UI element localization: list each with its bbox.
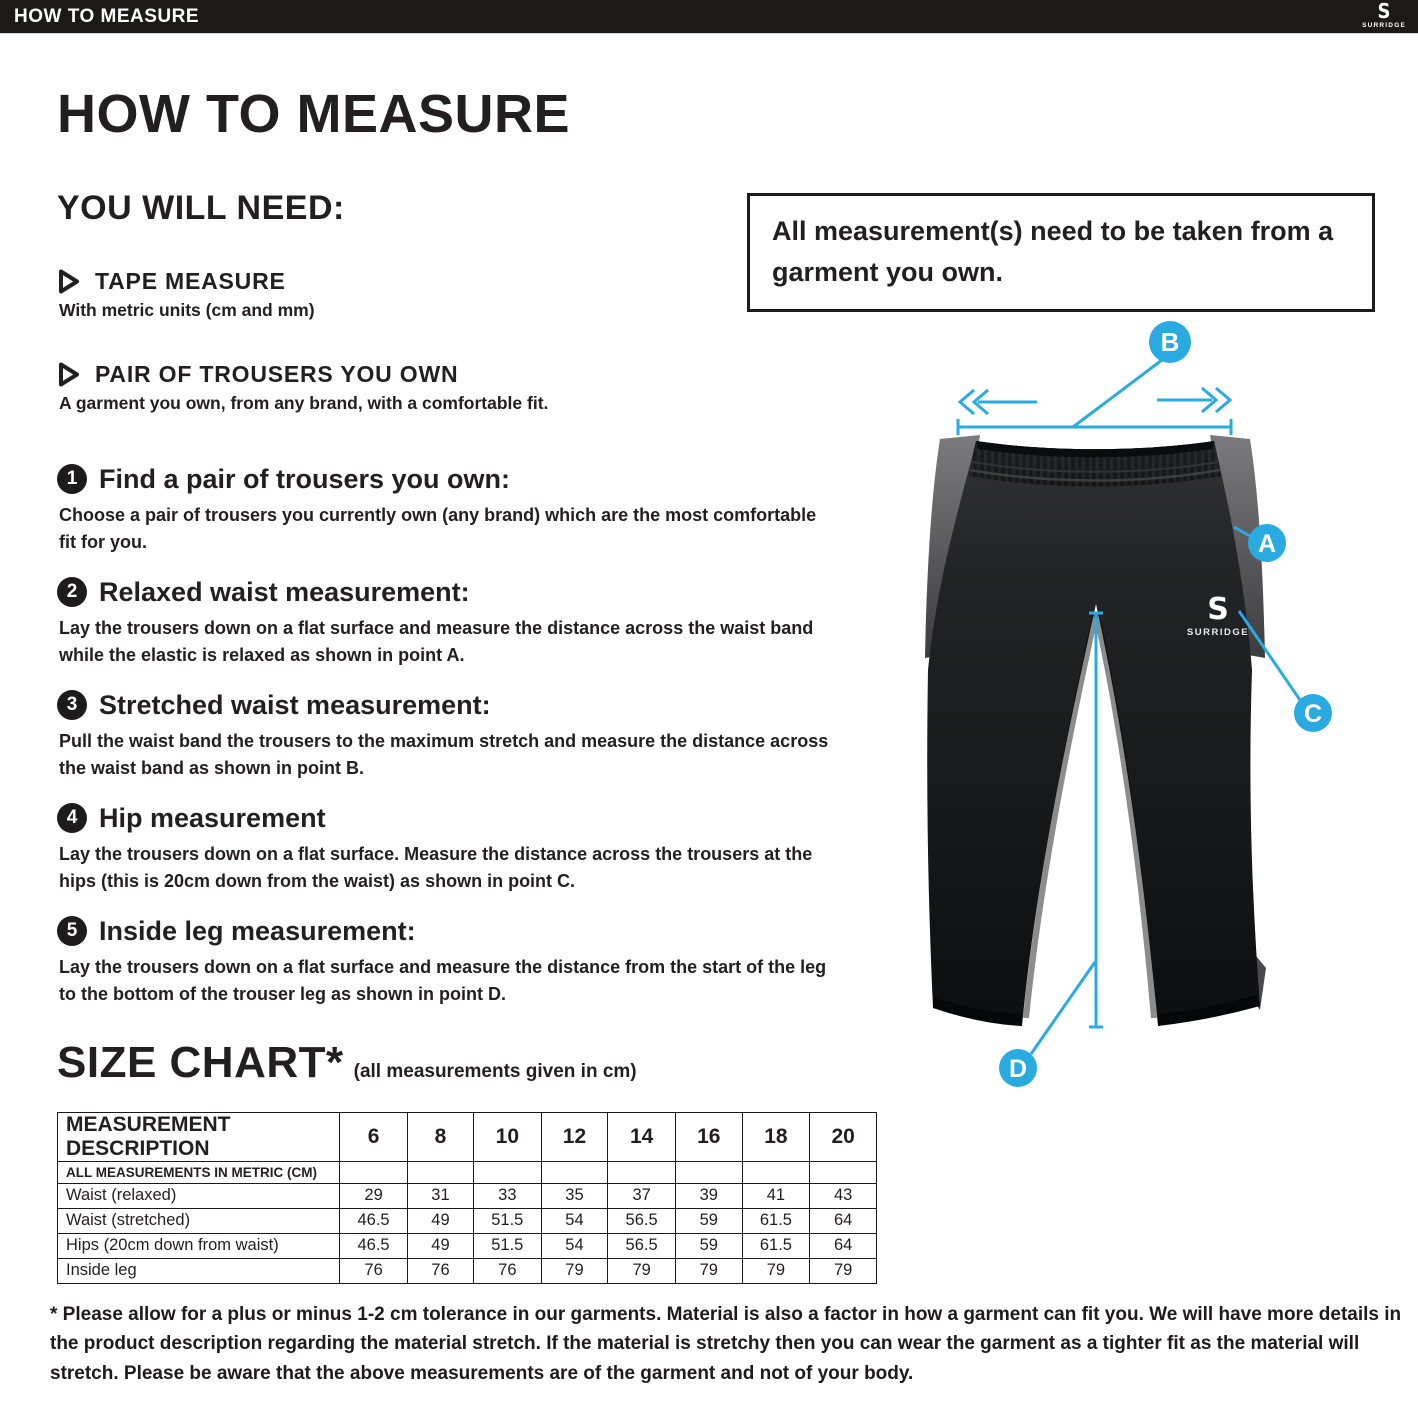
column-header: 12	[541, 1112, 608, 1161]
step-number-badge: 2	[57, 577, 87, 607]
cell-value: 76	[474, 1258, 542, 1283]
cell-value: 76	[407, 1258, 473, 1283]
trousers-body	[927, 441, 1260, 1026]
step-5	[57, 916, 877, 1008]
metric-note: ALL MEASUREMENTS IN METRIC (CM)	[58, 1161, 340, 1183]
step-number-badge: 1	[57, 464, 87, 494]
step-body: Choose a pair of trousers you currently own (any brand) which are the most comfortable fit for you.	[59, 504, 817, 552]
cell-value: 29	[340, 1183, 408, 1208]
triangle-bullet-icon	[57, 268, 81, 295]
need-item-description: A garment you own, from any brand, with a comfortable fit.	[59, 392, 549, 413]
column-header: 6	[340, 1112, 408, 1161]
cell-value: 59	[675, 1208, 742, 1233]
cell-value: 31	[407, 1183, 473, 1208]
need-item-head	[57, 361, 877, 388]
empty-cell	[742, 1161, 810, 1183]
surridge-s-icon: S	[1377, 0, 1391, 24]
need-item-description: With metric units (cm and mm)	[59, 299, 315, 320]
cell-value: 35	[541, 1183, 608, 1208]
cell-value: 49	[407, 1233, 473, 1258]
step-number-badge: 3	[57, 690, 87, 720]
surridge-logo	[1362, 0, 1406, 30]
step-head	[57, 803, 877, 834]
marker-d-leader-line	[1031, 962, 1095, 1054]
you-will-need-heading: YOU WILL NEED:	[57, 188, 345, 227]
cell-value: 51.5	[474, 1208, 542, 1233]
step-title: Hip measurement	[99, 802, 326, 833]
cell-value: 43	[810, 1183, 877, 1208]
cell-value: 41	[742, 1183, 810, 1208]
trousers-diagram	[900, 320, 1380, 1120]
step-head	[57, 577, 877, 608]
size-chart-heading	[57, 1038, 877, 1088]
need-item-label: TAPE MEASURE	[95, 267, 286, 294]
cell-value: 56.5	[608, 1208, 676, 1233]
marker-c-label: C	[1303, 700, 1323, 728]
empty-cell	[407, 1161, 473, 1183]
step-4	[57, 803, 877, 895]
row-label: Waist (relaxed)	[58, 1183, 340, 1208]
measurement-note-box: All measurement(s) need to be taken from a garment you own.	[747, 193, 1375, 312]
step-2	[57, 577, 877, 669]
step-number-badge: 4	[57, 803, 87, 833]
size-chart-subtitle: (all measurements given in cm)	[353, 1060, 637, 1082]
cell-value: 61.5	[742, 1208, 810, 1233]
empty-cell	[474, 1161, 542, 1183]
cell-value: 56.5	[608, 1233, 676, 1258]
step-head	[57, 464, 877, 495]
cell-value: 54	[541, 1208, 608, 1233]
top-bar	[0, 0, 1418, 34]
table-row-waist-stretched	[58, 1208, 877, 1233]
column-header: 14	[608, 1112, 676, 1161]
step-body: Lay the trousers down on a flat surface and measure the distance from the start of the leg to the bottom of the trouser leg as shown in point D.	[59, 956, 827, 1004]
step-1	[57, 464, 877, 556]
step-title: Inside leg measurement:	[99, 915, 416, 946]
garment-wordmark: SURRIDGE	[1186, 627, 1250, 638]
triangle-bullet-icon	[57, 361, 81, 388]
cell-value: 54	[541, 1233, 608, 1258]
cell-value: 61.5	[742, 1233, 810, 1258]
cell-value: 64	[810, 1208, 877, 1233]
empty-cell	[675, 1161, 742, 1183]
need-item-label: PAIR OF TROUSERS YOU OWN	[95, 360, 459, 387]
size-chart-table	[57, 1112, 877, 1284]
column-header: 20	[810, 1112, 877, 1161]
waistband	[969, 441, 1221, 487]
step-3	[57, 690, 877, 782]
step-title: Relaxed waist measurement:	[99, 576, 470, 607]
step-title: Stretched waist measurement:	[99, 689, 491, 720]
table-row-inside-leg	[58, 1258, 877, 1283]
page-title: HOW TO MEASURE	[57, 84, 571, 144]
table-header-row	[58, 1112, 877, 1161]
table-metric-row	[58, 1161, 877, 1183]
marker-b-leader-line	[1073, 360, 1162, 427]
step-body: Lay the trousers down on a flat surface and measure the distance across the waist band while the elastic is relaxed as shown in point A.	[59, 617, 814, 665]
column-header: MEASUREMENT DESCRIPTION	[58, 1112, 340, 1161]
tolerance-footnote: * Please allow for a plus or minus 1-2 cm tolerance in our garments. Material is also a factor in how a garment can fit you. We will have more details in the product description regarding the material stretch. If the material is stretchy then you can wear the garment as a tighter fit as the material will stretch. Please be aware that the above measurements are of the garment and not of your body.	[50, 1304, 1402, 1384]
cell-value: 64	[810, 1233, 877, 1258]
column-header: 10	[474, 1112, 542, 1161]
cell-value: 37	[608, 1183, 676, 1208]
steps-list	[57, 464, 877, 1008]
step-head	[57, 916, 877, 947]
need-item-trousers	[57, 361, 877, 414]
row-label: Waist (stretched)	[58, 1208, 340, 1233]
step-head	[57, 690, 877, 721]
cell-value: 79	[742, 1258, 810, 1283]
cell-value: 39	[675, 1183, 742, 1208]
cell-value: 46.5	[340, 1208, 408, 1233]
empty-cell	[340, 1161, 408, 1183]
cell-value: 51.5	[474, 1233, 542, 1258]
table-row-waist-relaxed	[58, 1183, 877, 1208]
cell-value: 46.5	[340, 1233, 408, 1258]
empty-cell	[810, 1161, 877, 1183]
row-label: Hips (20cm down from waist)	[58, 1233, 340, 1258]
column-header: 8	[407, 1112, 473, 1161]
empty-cell	[541, 1161, 608, 1183]
marker-b-label: B	[1160, 327, 1180, 357]
cell-value: 79	[541, 1258, 608, 1283]
empty-cell	[608, 1161, 676, 1183]
column-header: 16	[675, 1112, 742, 1161]
cell-value: 49	[407, 1208, 473, 1233]
step-number-badge: 5	[57, 916, 87, 946]
cell-value: 76	[340, 1258, 408, 1283]
cell-value: 79	[675, 1258, 742, 1283]
cell-value: 79	[810, 1258, 877, 1283]
cell-value: 59	[675, 1233, 742, 1258]
size-chart-title: SIZE CHART*	[57, 1037, 344, 1087]
garment-s-icon: S	[1207, 592, 1229, 627]
table-row-hips	[58, 1233, 877, 1258]
cell-value: 33	[474, 1183, 542, 1208]
step-body: Lay the trousers down on a flat surface. Measure the distance across the trousers at the hips (this is 20cm down from the waist) as shown in point C.	[59, 843, 813, 891]
marker-d-label: D	[1008, 1055, 1028, 1083]
row-label: Inside leg	[58, 1258, 340, 1283]
cell-value: 79	[608, 1258, 676, 1283]
step-title: Find a pair of trousers you own:	[99, 463, 511, 494]
step-body: Pull the waist band the trousers to the maximum stretch and measure the distance across the waist band as shown in point B.	[59, 730, 829, 778]
marker-a-label: A	[1257, 530, 1277, 558]
trousers-illustration	[900, 320, 1380, 1120]
column-header: 18	[742, 1112, 810, 1161]
top-bar-title: HOW TO MEASURE	[14, 5, 200, 27]
surridge-wordmark: SURRIDGE	[1362, 22, 1406, 30]
